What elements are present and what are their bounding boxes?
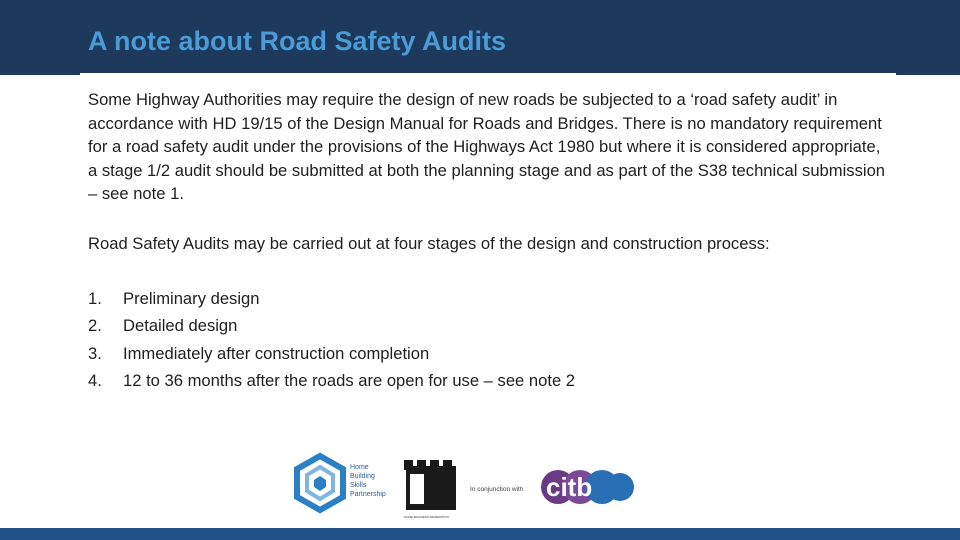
hbsp-line: Skills <box>350 482 367 489</box>
list-item-text: Preliminary design <box>123 289 260 308</box>
audit-paragraph: Some Highway Authorities may require the design of new roads be subjected to a ‘road safety audit’ in accordance with HD 19/15 of the Design Manual for Roads and Bridges. There is no mandatory requirement for a road safety audit under the provisions of the Highways Act 1980 but where it is considered appropriate, a stage 1/2 audit should be submitted at both the planning stage and as part of the S38 technical submission – see note 1. <box>88 90 886 203</box>
citb-text: citb <box>546 472 593 502</box>
list-item <box>88 314 575 341</box>
hbsp-line: Home <box>350 464 369 471</box>
hbf-subtext: HOME BUILDERS FEDERATION <box>404 515 449 519</box>
page-title: A note about Road Safety Audits <box>88 26 507 56</box>
footer-bar <box>0 528 960 540</box>
list-item-number: 1. <box>88 289 102 308</box>
list-item <box>88 369 575 396</box>
list-item <box>88 287 575 314</box>
hbsp-line: Partnership <box>350 491 386 498</box>
list-item <box>88 342 575 369</box>
list-item-text: 12 to 36 months after the roads are open for use – see note 2 <box>123 370 576 390</box>
header-bar <box>0 0 960 75</box>
list-item-number: 4. <box>88 370 102 390</box>
stage-list <box>88 287 575 396</box>
hbsp-line: Building <box>350 473 375 480</box>
list-item-number: 3. <box>88 343 102 363</box>
stages-intro: Road Safety Audits may be carried out at four stages of the design and construction process: <box>88 234 770 253</box>
list-item-text: Detailed design <box>123 316 238 336</box>
partner-logos <box>290 452 635 522</box>
hbf-text: HBF <box>434 471 451 504</box>
hbsp-logo <box>297 456 386 510</box>
conjunction-text: In conjunction with <box>470 486 524 493</box>
citb-logo <box>541 470 634 504</box>
list-item-number: 2. <box>88 316 102 336</box>
partner-logos-graphic <box>290 452 635 522</box>
list-item-text: Immediately after construction completion <box>123 343 430 363</box>
header-divider <box>80 73 896 76</box>
hbf-logo <box>404 460 456 519</box>
